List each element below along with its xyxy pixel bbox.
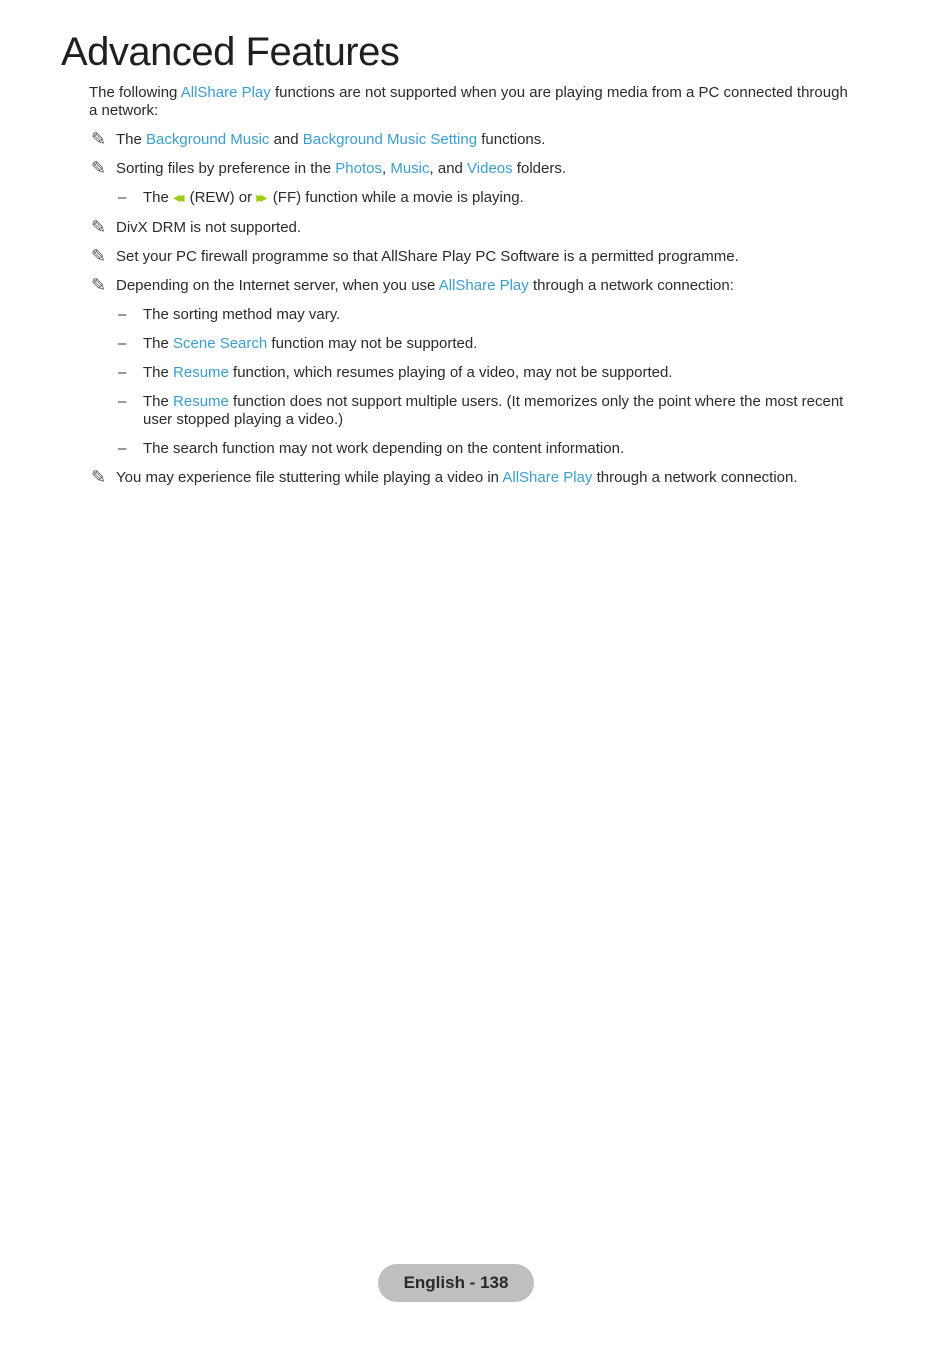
link-music: Music xyxy=(390,160,430,177)
sub-item-rew-ff: – The ◀◀ (REW) or ▶▶ (FF) function while a movie is playing. xyxy=(118,189,524,206)
link-allshare-play: AllShare Play xyxy=(438,277,529,294)
link-resume: Resume xyxy=(173,364,229,381)
page-number-badge: English - 138 xyxy=(378,1264,534,1302)
note-pencil-icon: ✎ xyxy=(91,217,107,238)
note-pencil-icon: ✎ xyxy=(91,158,107,179)
fast-forward-icon: ▶▶ xyxy=(256,193,264,204)
sub-item-resume: – The Resume function, which resumes playing of a video, may not be supported. xyxy=(118,364,673,381)
page-title: Advanced Features xyxy=(61,30,400,74)
sub-item-search-function: – The search function may not work depending on the content information. xyxy=(118,440,625,457)
sub-item-scene-search: – The Scene Search function may not be supported. xyxy=(118,335,478,352)
note-sorting-files: ✎ Sorting files by preference in the Photos, Music, and Videos folders. xyxy=(91,158,566,179)
sub-item-resume-multiple-users: – The Resume function does not support multiple users. (It memorizes only the point where the most recent user stopped playing a video.) xyxy=(118,393,844,428)
rewind-icon: ◀◀ xyxy=(173,193,181,204)
link-allshare-play: AllShare Play xyxy=(180,84,271,101)
note-pencil-icon: ✎ xyxy=(91,129,107,150)
note-background-music: ✎ The Background Music and Background Music Setting functions. xyxy=(91,129,546,150)
note-firewall: ✎ Set your PC firewall programme so that AllShare Play PC Software is a permitted programme. xyxy=(91,246,739,267)
note-file-stuttering: ✎ You may experience file stuttering while playing a video in AllShare Play through a network connection. xyxy=(91,467,798,488)
link-allshare-play: AllShare Play xyxy=(502,469,593,486)
link-background-music: Background Music xyxy=(146,131,270,148)
note-pencil-icon: ✎ xyxy=(91,467,107,488)
note-divx-drm: ✎ DivX DRM is not supported. xyxy=(91,217,302,238)
dash-bullet: – xyxy=(118,189,127,206)
link-resume: Resume xyxy=(173,393,229,410)
note-pencil-icon: ✎ xyxy=(91,246,107,267)
link-videos: Videos xyxy=(467,160,513,177)
link-background-music-setting: Background Music Setting xyxy=(302,131,478,148)
dash-bullet: – xyxy=(118,306,127,323)
sub-item-sorting-method: – The sorting method may vary. xyxy=(118,306,341,323)
dash-bullet: – xyxy=(118,364,127,381)
link-photos: Photos xyxy=(335,160,382,177)
dash-bullet: – xyxy=(118,440,127,457)
dash-bullet: – xyxy=(118,393,127,410)
dash-bullet: – xyxy=(118,335,127,352)
note-internet-server: ✎ Depending on the Internet server, when you use AllShare Play through a network connection: xyxy=(91,275,734,296)
intro-paragraph: The following AllShare Play functions are not supported when you are playing media from a PC connected through a network: xyxy=(89,84,848,119)
note-pencil-icon: ✎ xyxy=(91,275,107,296)
link-scene-search: Scene Search xyxy=(173,335,268,352)
content-body xyxy=(89,84,857,498)
